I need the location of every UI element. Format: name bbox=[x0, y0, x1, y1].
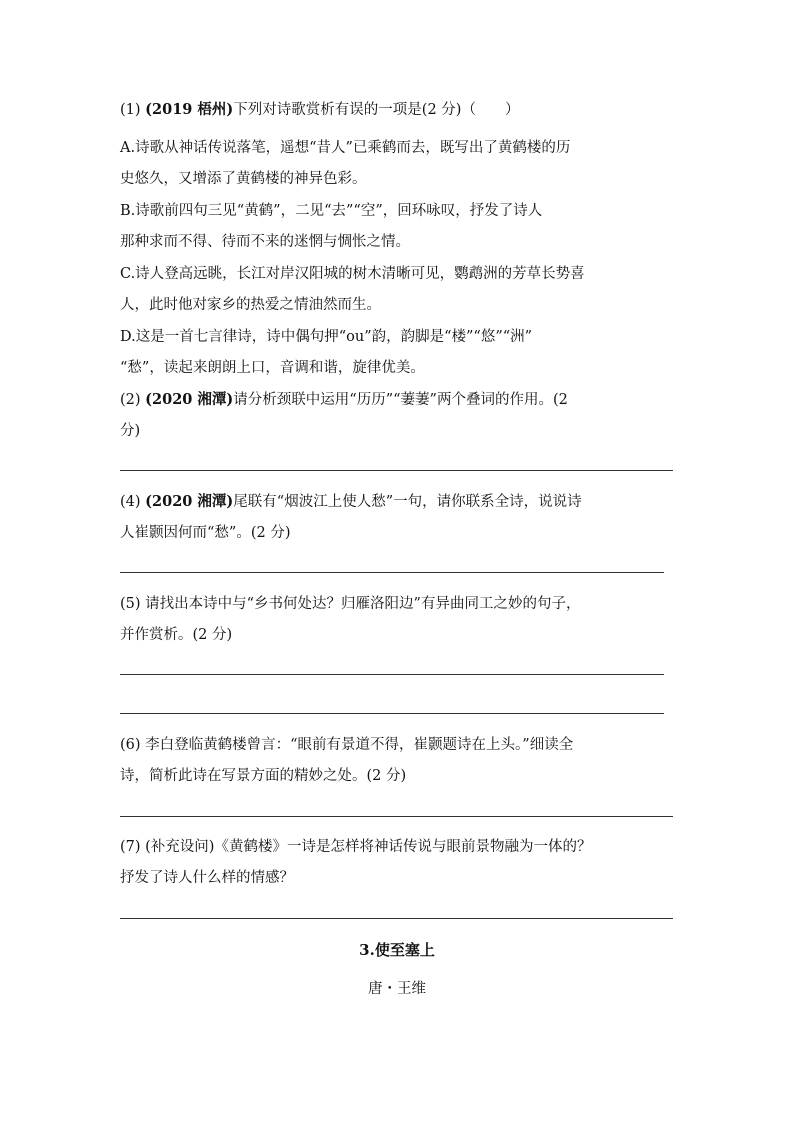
question-2-line-2: 分) bbox=[120, 423, 141, 439]
question-text: 请分析颈联中运用“历历”“萋萋”两个叠词的作用。(2 bbox=[233, 392, 568, 408]
poem-title: 3.使至塞上 bbox=[359, 941, 435, 959]
question-4-line-1 bbox=[120, 486, 675, 518]
question-5-line-1: (5) 请找出本诗中与“乡书何处达？归雁洛阳边”有异曲同工之妙的句子， bbox=[120, 596, 581, 612]
question-source: (2020 湘潭) bbox=[145, 493, 234, 510]
question-7 bbox=[120, 832, 675, 894]
question-5-line-2: 并作赏析。(2 分) bbox=[120, 627, 233, 643]
question-2-line-1 bbox=[120, 384, 675, 416]
question-number: (4) bbox=[120, 494, 141, 510]
option-c bbox=[120, 259, 675, 321]
question-1-stem bbox=[120, 94, 675, 126]
question-number: (2) bbox=[120, 392, 141, 408]
option-b-line-1: B.诗歌前四句三见“黄鹤”，二见“去”“空”，回环咏叹，抒发了诗人 bbox=[120, 203, 543, 219]
question-6-line-2: 诗，简析此诗在写景方面的精妙之处。(2 分) bbox=[120, 768, 407, 784]
answer-line[interactable] bbox=[120, 470, 673, 471]
answer-line[interactable] bbox=[120, 674, 664, 675]
option-d bbox=[120, 322, 675, 384]
option-a bbox=[120, 133, 675, 195]
answer-line[interactable] bbox=[120, 918, 673, 919]
answer-line[interactable] bbox=[120, 713, 664, 714]
question-7-line-1: (7) (补充设问)《黄鹤楼》一诗是怎样将神话传说与眼前景物融为一体的？ bbox=[120, 839, 592, 855]
question-4-line-2: 人崔颢因何而“愁”。(2 分) bbox=[120, 525, 291, 541]
question-1 bbox=[120, 94, 675, 126]
answer-line[interactable] bbox=[120, 572, 664, 573]
option-c-line-2: 人，此时他对家乡的热爱之情油然而生。 bbox=[120, 297, 381, 313]
option-d-line-2: “愁”，读起来朗朗上口，音调和谐，旋律优美。 bbox=[120, 360, 425, 376]
answer-line[interactable] bbox=[120, 816, 673, 817]
question-number: (1) bbox=[120, 102, 141, 118]
option-a-line-1: A.诗歌从神话传说落笔，遥想“昔人”已乘鹤而去，既写出了黄鹤楼的历 bbox=[120, 140, 571, 156]
poem-author: 唐・王维 bbox=[368, 981, 426, 997]
question-text: 下列对诗歌赏析有误的一项是(2 分)（ ） bbox=[233, 102, 520, 118]
question-2 bbox=[120, 384, 675, 447]
question-6-line-1: (6) 李白登临黄鹤楼曾言：“眼前有景道不得，崔颢题诗在上头。”细读全 bbox=[120, 737, 574, 753]
option-b-line-2: 那种求而不得、待而不来的迷惘与惆怅之情。 bbox=[120, 234, 410, 250]
option-c-line-1: C.诗人登高远眺，长江对岸汉阳城的树木清晰可见，鹦鹉洲的芳草长势喜 bbox=[120, 266, 585, 282]
question-6 bbox=[120, 730, 675, 792]
question-4 bbox=[120, 486, 675, 549]
question-source: (2019 梧州) bbox=[145, 101, 234, 118]
option-b bbox=[120, 196, 675, 258]
question-source: (2020 湘潭) bbox=[145, 391, 234, 408]
question-text: 尾联有“烟波江上使人愁”一句，请你联系全诗，说说诗 bbox=[233, 494, 582, 510]
option-d-line-1: D.这是一首七言律诗，诗中偶句押“ou”韵，韵脚是“楼”“悠”“洲” bbox=[120, 329, 533, 345]
question-7-line-2: 抒发了诗人什么样的情感？ bbox=[120, 870, 294, 886]
option-a-line-2: 史悠久，又增添了黄鹤楼的神异色彩。 bbox=[120, 171, 367, 187]
question-5 bbox=[120, 589, 675, 651]
